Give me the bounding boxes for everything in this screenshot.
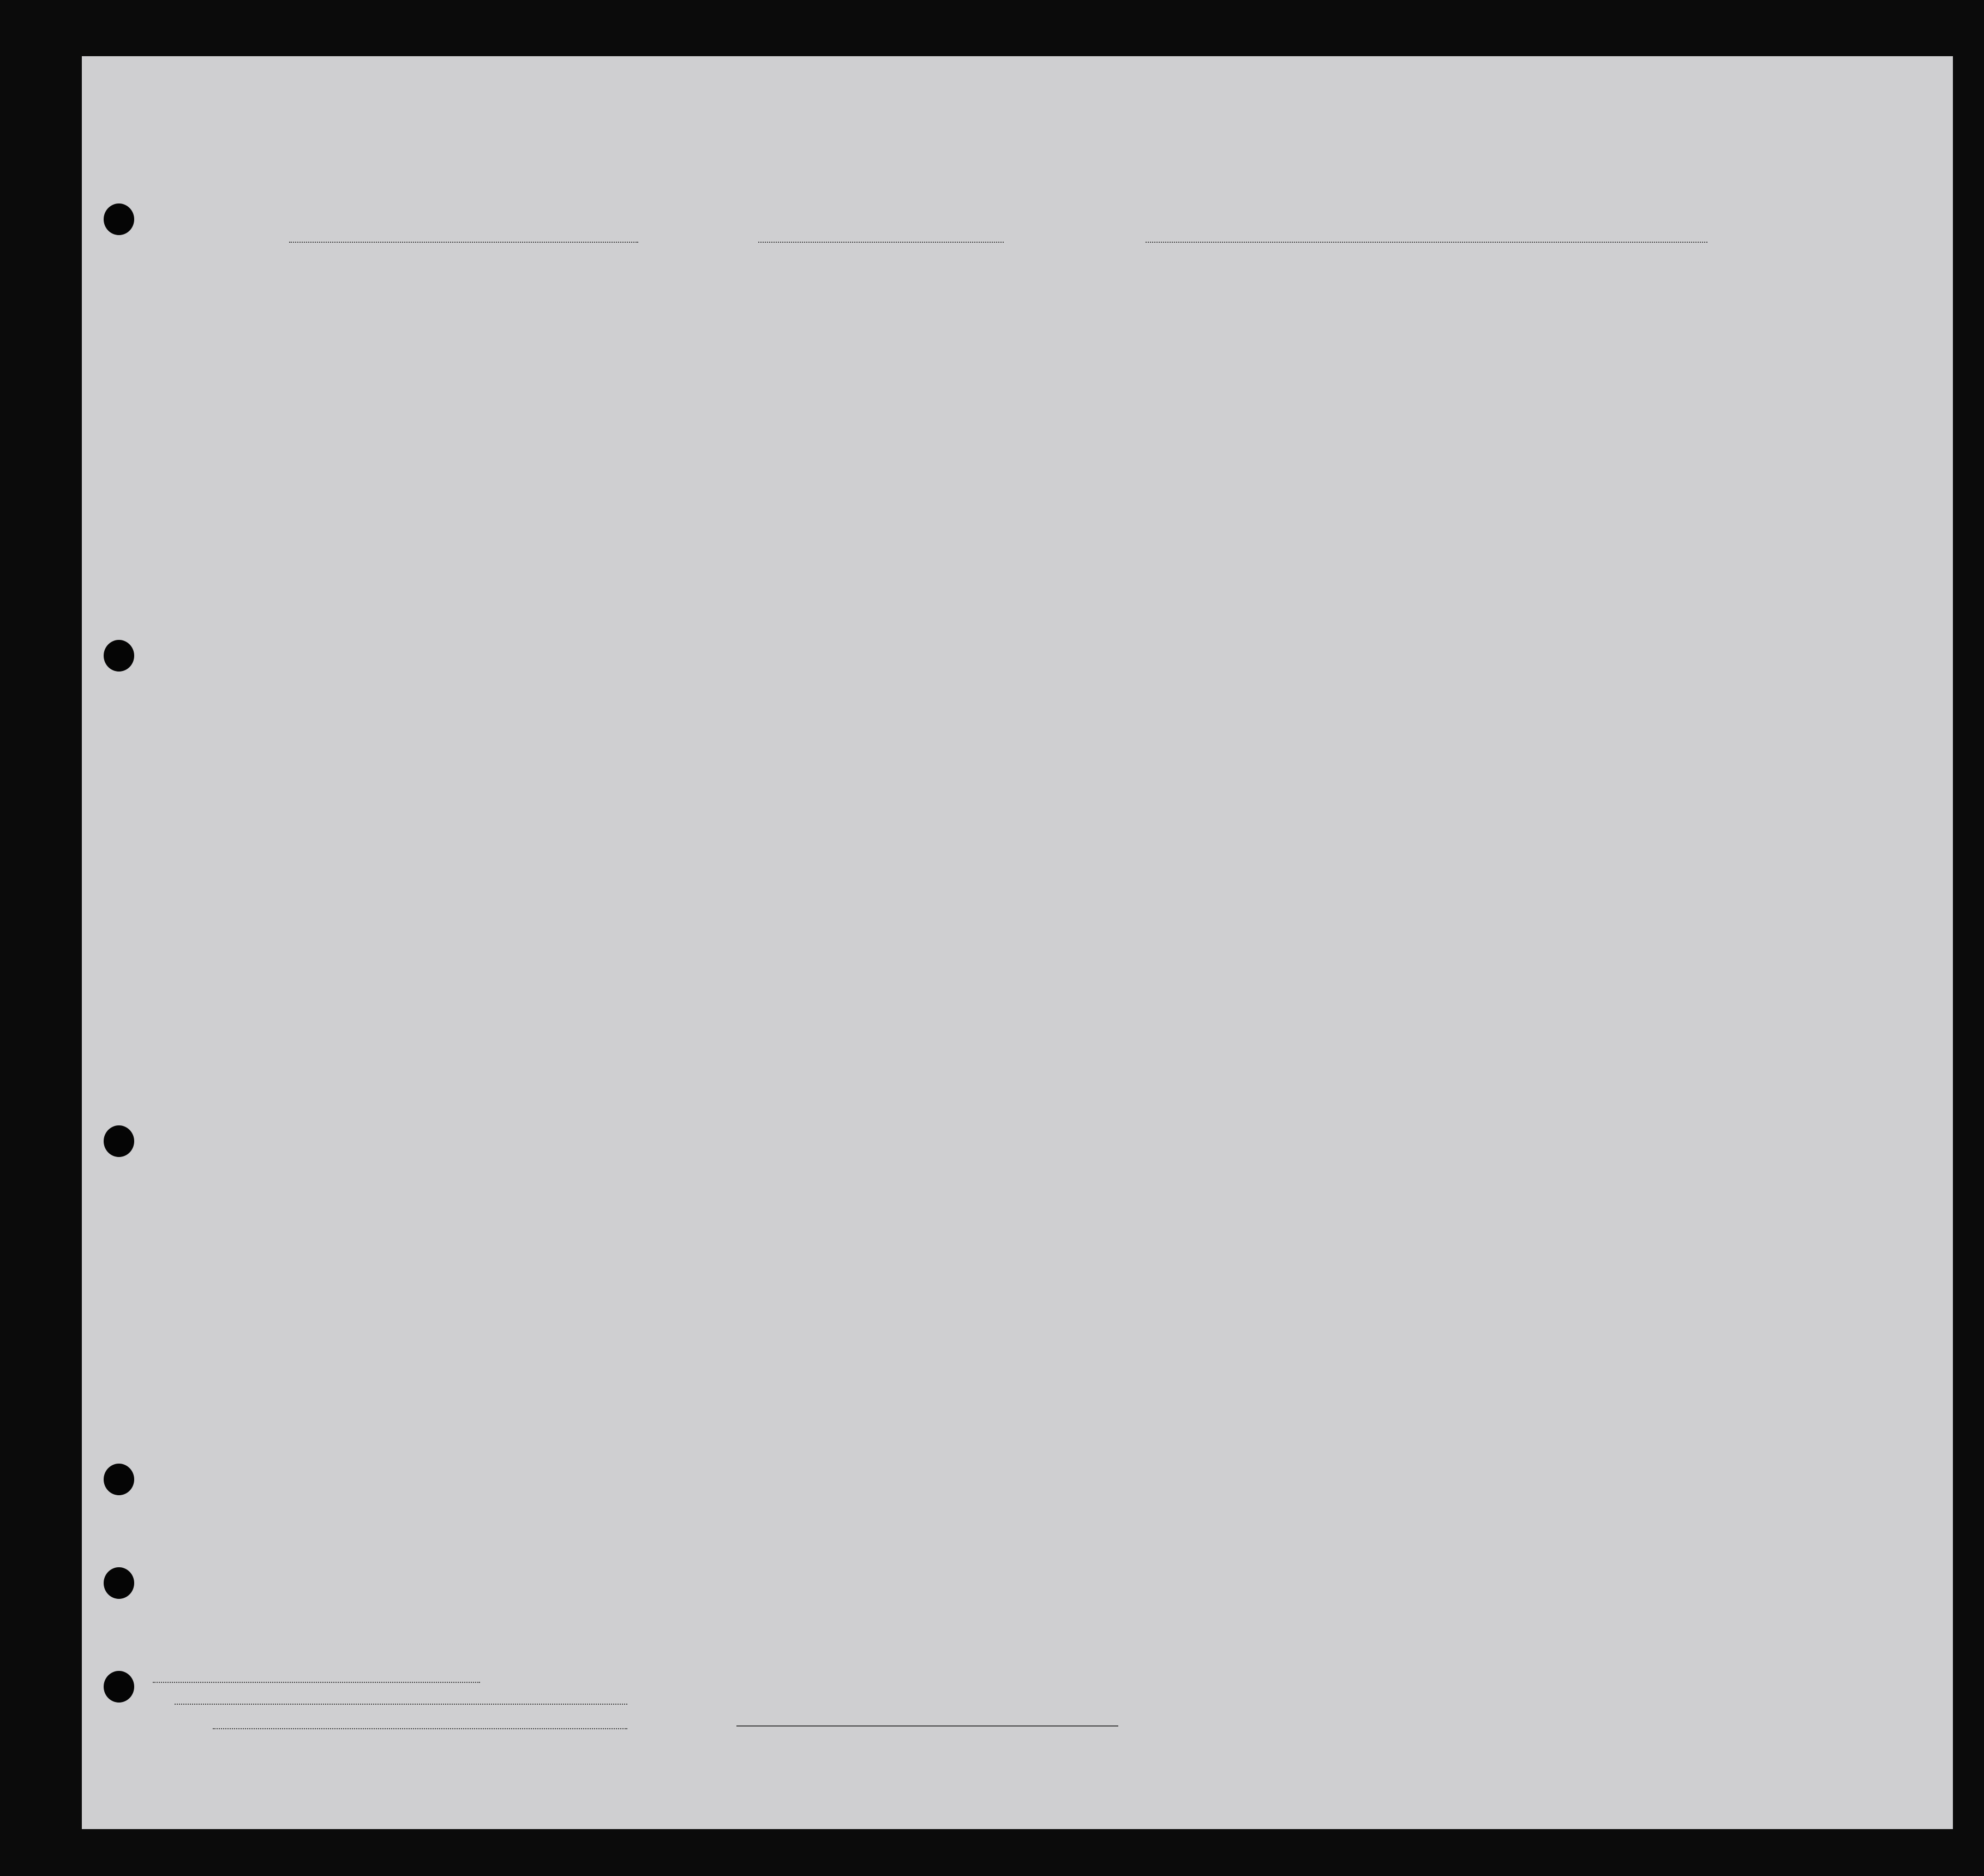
crew-table: [104, 256, 1953, 1686]
manifest-sheet: [82, 56, 1953, 1829]
punch-hole: [104, 203, 134, 235]
